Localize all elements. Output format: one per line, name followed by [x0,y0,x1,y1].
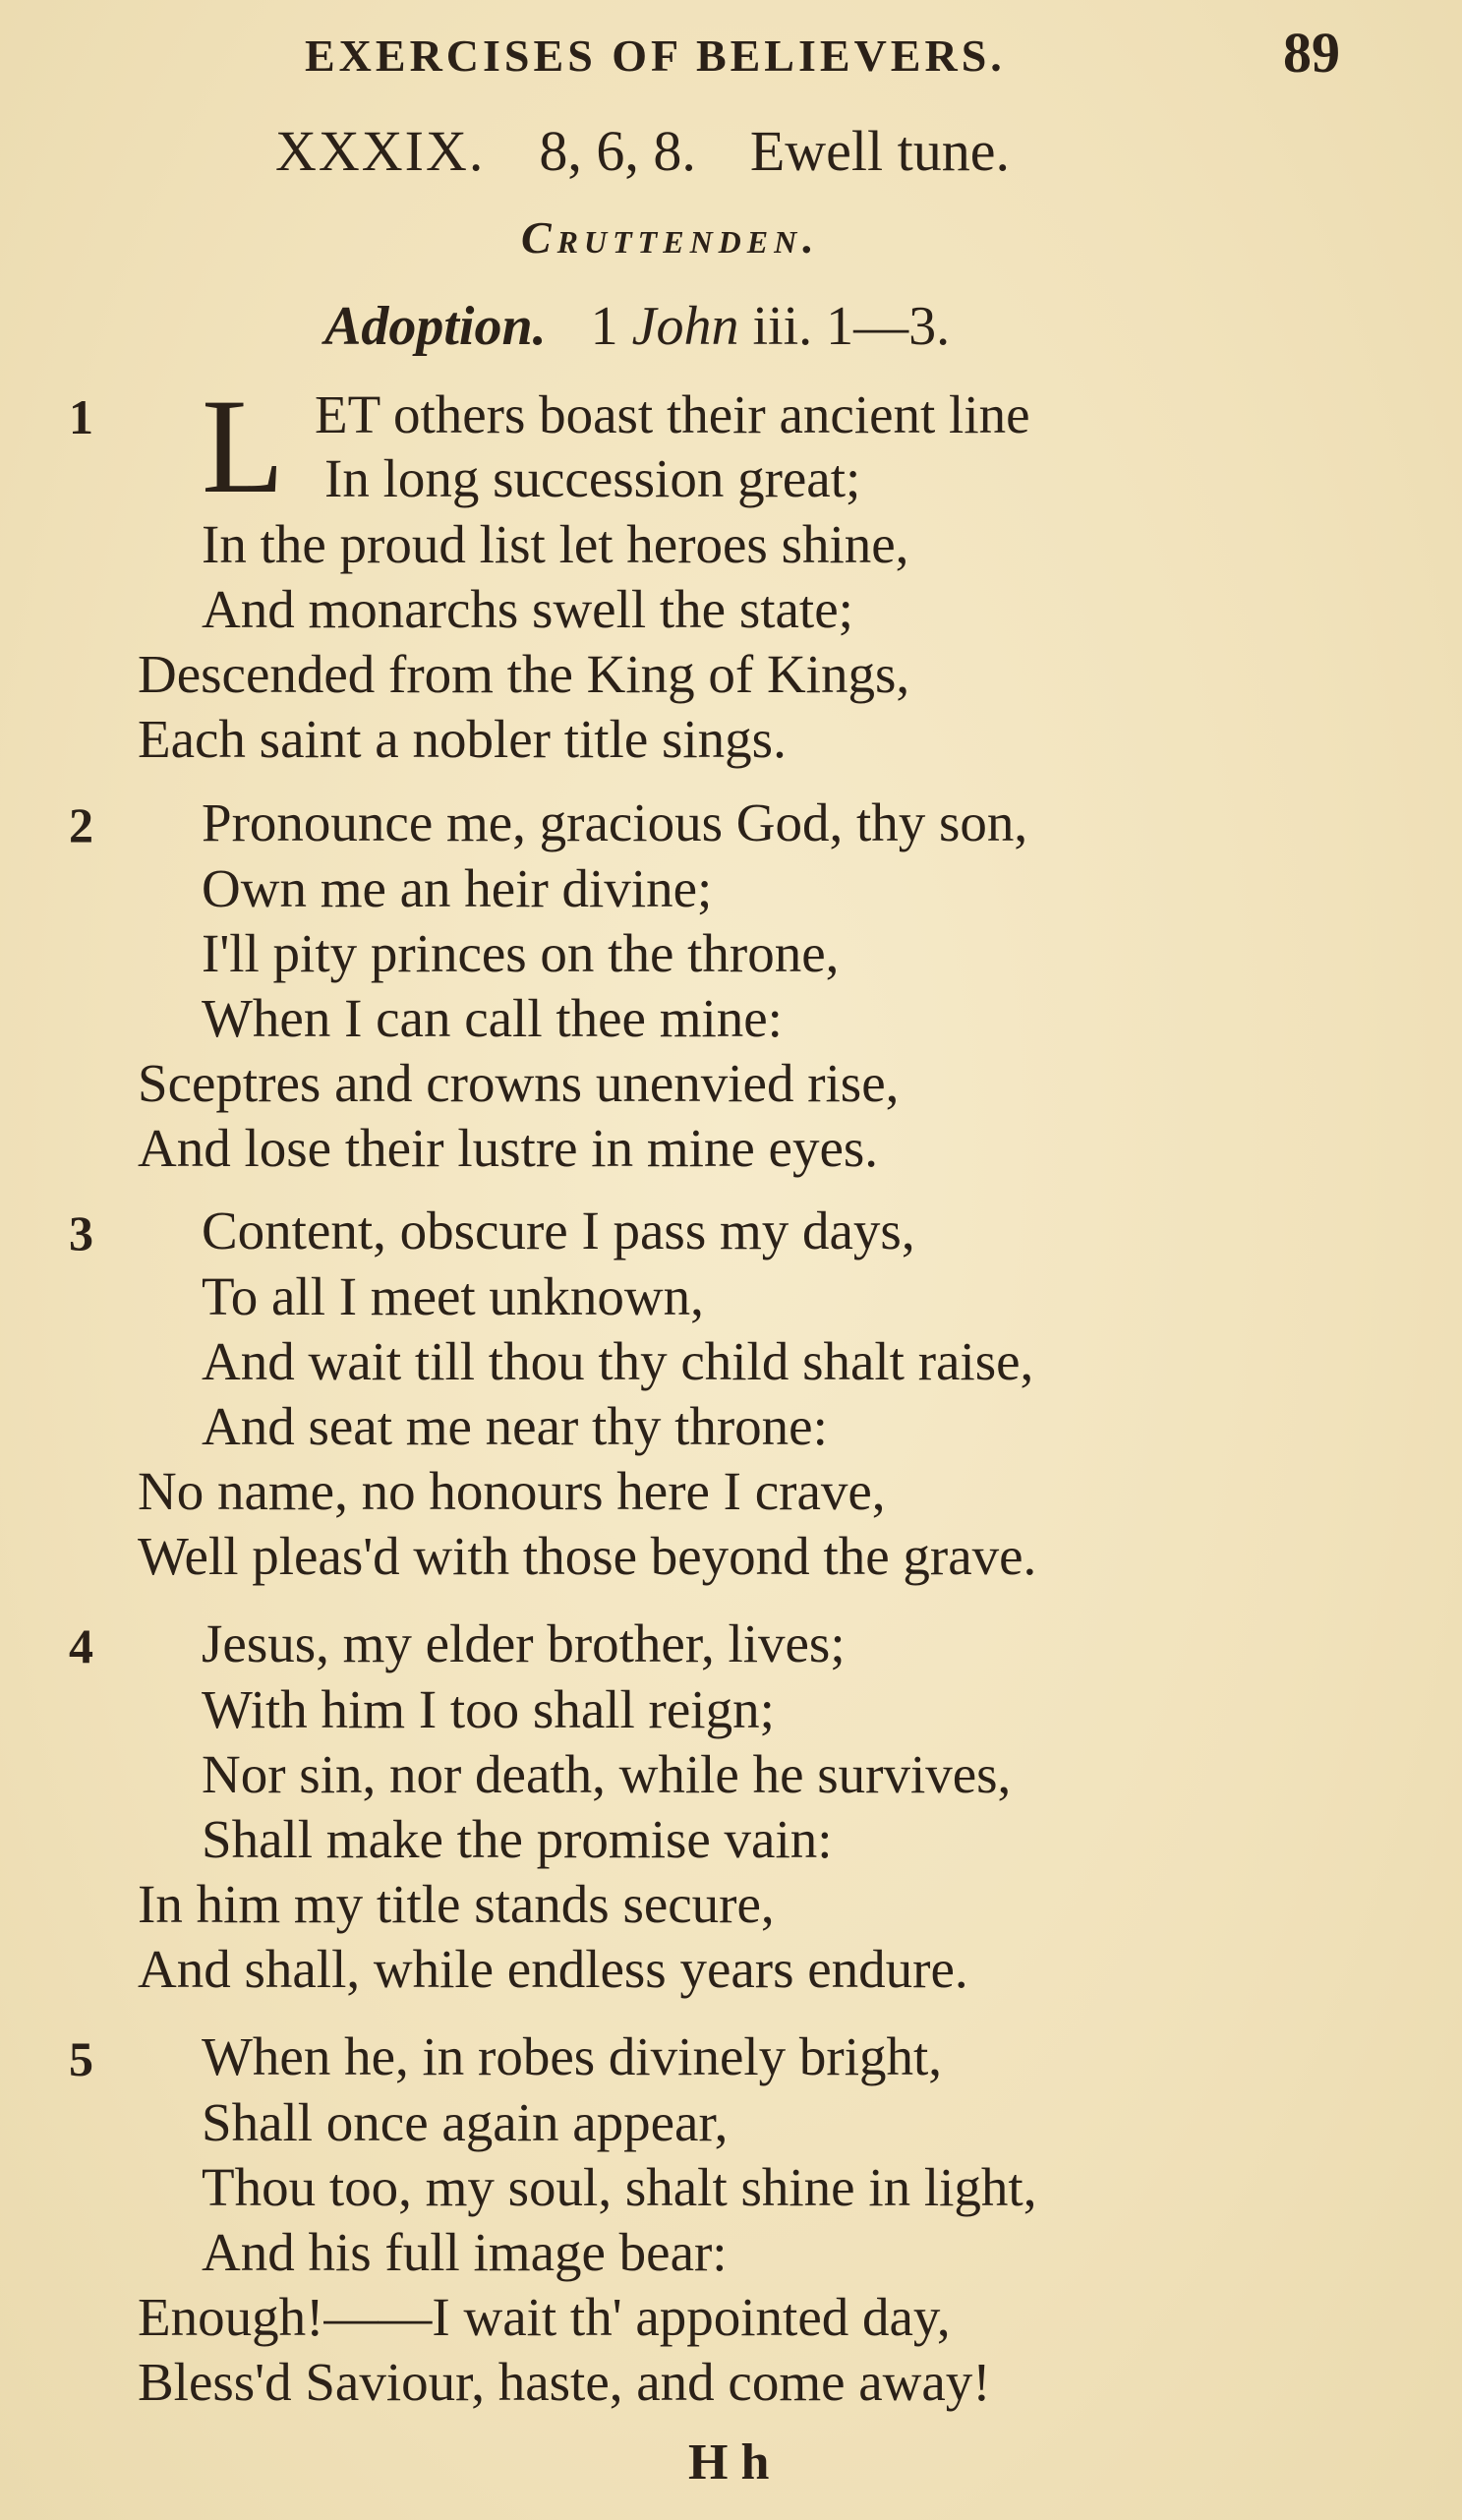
verse-line: In him my title stands secure, [138,1874,775,1934]
verse-line: And lose their lustre in mine eyes. [138,1118,879,1178]
verse-line: With him I too shall reign; [202,1679,775,1739]
verse-line: Nor sin, nor death, while he survives, [202,1744,1012,1804]
verse-line: And his full image bear: [202,2222,728,2282]
verse-line: To all I meet unknown, [202,1266,704,1326]
reference-chapter: iii. 1—3. [752,296,951,357]
stanza-number: 4 [69,1618,93,1673]
signature-mark: H h [688,2434,770,2491]
verse-line: I'll pity princes on the throne, [202,923,840,983]
subject-title: Adoption. [324,296,547,357]
hymn-tune: Ewell tune. [749,119,1011,183]
verse-line: ET others boast their ancient line [315,384,1030,444]
verse-line: And wait till thou thy child shalt raise, [202,1331,1034,1391]
verse-line: Pronounce me, gracious God, thy son, [202,792,1028,852]
verse-line: In the proud list let heroes shine, [202,514,909,574]
stanza-number: 3 [69,1205,93,1260]
hymn-number: XXXIX. [275,119,486,183]
running-head: EXERCISES OF BELIEVERS. [305,30,1006,81]
page-number: 89 [1283,21,1340,85]
verse-line: Bless'd Saviour, haste, and come away! [138,2352,991,2412]
verse-line: When I can call thee mine: [202,988,783,1048]
verse-line: Descended from the King of Kings, [138,644,910,704]
reference-number: 1 [590,296,618,357]
verse-line: Sceptres and crowns unenvied rise, [138,1053,900,1113]
verse-line: No name, no honours here I crave, [138,1461,886,1521]
verse-line: And shall, while endless years endure. [138,1939,968,1999]
hymn-meter: 8, 6, 8. [539,119,696,183]
reference-book: John [631,296,739,357]
verse-line: And seat me near thy throne: [202,1396,828,1456]
stanza-number: 1 [69,389,93,444]
verse-line: Shall once again appear, [202,2092,729,2152]
drop-cap: L [202,371,285,521]
hymn-heading [275,118,1010,184]
verse-line: When he, in robes divinely bright, [202,2026,943,2086]
hymn-subject [324,295,950,358]
verse-line: Enough!——I wait th' appointed day, [138,2287,951,2347]
verse-line: Content, obscure I pass my days, [202,1201,915,1260]
hymn-author: Cruttenden. [521,212,820,263]
stanza-number: 2 [69,797,93,852]
verse-line: Thou too, my soul, shalt shine in light, [202,2157,1037,2217]
verse-line: Jesus, my elder brother, lives; [202,1613,846,1673]
verse-line: Each saint a nobler title sings. [138,709,787,769]
verse-line: And monarchs swell the state; [202,579,853,639]
verse-line: Shall make the promise vain: [202,1809,833,1869]
verse-line: In long succession great; [324,448,861,508]
verse-line: Own me an heir divine; [202,858,713,918]
verse-line: Well pleas'd with those beyond the grave. [138,1526,1037,1586]
stanza-number: 5 [69,2031,93,2086]
